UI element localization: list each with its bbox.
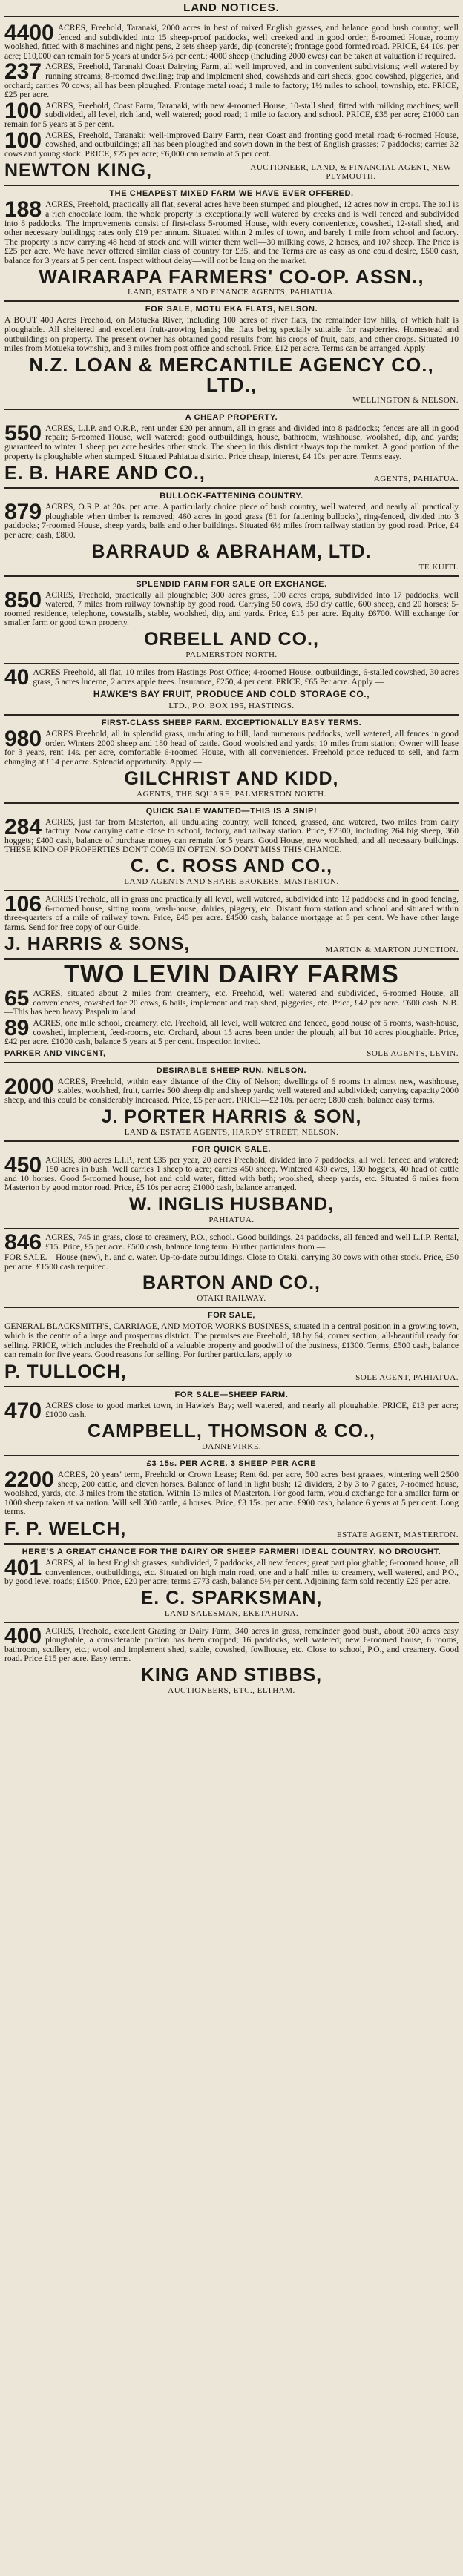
agent-subtitle: LAND & ESTATE AGENTS, HARDY STREET, NELSON. xyxy=(124,1127,339,1137)
listing-acres: 284 xyxy=(4,817,42,839)
ad-heading: FIRST-CLASS SHEEP FARM. EXCEPTIONALLY EASY TERMS. xyxy=(101,719,362,728)
listing xyxy=(4,102,459,130)
agent-subtitle: LAND AGENTS AND SHARE BROKERS, MASTERTON. xyxy=(124,876,339,886)
listing xyxy=(4,316,459,353)
agent-row xyxy=(4,161,459,181)
listing-text: ACRES, Freehold, within easy distance of the City of Nelson; dwellings of 6 rooms in almost new, washhouse, stables, woolshed, fruit, carries 500 sheep dip and sheep yards; well watered and subdivided; carrying capacity 2000 sheep, and this could be considerably increased. Price, £5 per acre. PRICE—£2 10s. per acre; £800 cash, balance easy terms. xyxy=(4,1077,459,1106)
listing-text: ACRES, situated about 2 miles from creamery, etc. Freehold, well watered and subdivided, 6-roomed House, all conveniences, cowshed for 20 cows, 6 bails, implement and trap shed, piggeries, etc. Price, £42 per acre. £600 cash. N.B.—This has been heavy Paspalum land. xyxy=(4,989,459,1017)
listing-acres: 65 xyxy=(4,989,30,1011)
listing xyxy=(4,668,459,687)
agent-name: NEWTON KING, xyxy=(4,160,153,182)
agent-name: N.Z. LOAN & MERCANTILE AGENCY CO., LTD., xyxy=(29,353,434,396)
listing-text: ACRES Freehold, all flat, 10 miles from Hastings Post Office; 4-roomed House, outbuildings, 6-stalled cowshed, 30 acres grass, 5 acres lucerne, 2 acres apple trees. Insurance, £250, 4 per cent. PRICE, £65 Per acre. Apply — xyxy=(33,667,459,687)
ad-heading: THE CHEAPEST MIXED FARM WE HAVE EVER OFFERED. xyxy=(109,189,354,199)
listing xyxy=(4,1156,459,1193)
agent-subtitle: AGENTS, THE SQUARE, PALMERSTON NORTH. xyxy=(137,789,326,799)
ad-king-stibbs xyxy=(4,1623,459,1699)
agent-subtitle: AUCTIONEERS, ETC., ELTHAM. xyxy=(168,1686,295,1696)
listing xyxy=(4,131,459,159)
ad-barraud xyxy=(4,489,459,576)
agent-row xyxy=(4,1519,459,1539)
agent-name: GILCHRIST AND KIDD, xyxy=(124,767,339,789)
listing xyxy=(4,1401,459,1420)
listing-text: ACRES Freehold, all in grass and practically all level, well watered, subdivided into 12 paddocks and in good fencing, 6-roomed house, sitting room, wash-house, dairies, piggery, etc. Distant from station and school and situated within three-quarters of a mile of railway town. Price, £45 per acre. £4500 cash, balance mortgage at 5 per cent. We have other large farms. Send for free copy of our Guide. xyxy=(4,894,459,932)
agent-description: ESTATE AGENT, MASTERTON. xyxy=(336,1530,459,1539)
listing-text: ACRES, L.I.P. and O.R.P., rent under £20 per annum, all in grass and divided into 8 paddocks; fences are all in good repair; 5-roomed House, well watered; good outbuildings, house, bathroom, washhouse, woolshed, dip, and yards; guaranteed to winter 1 sheep per acre besides other stock. The sheep in this district always top the market. A good portion of the property is ploughable when stumped. Situated Pahiatua district. Price cheap, interest, £4 10s. per acre. Terms easy. xyxy=(4,423,459,461)
listing xyxy=(4,1627,459,1664)
ad-heading: HERE'S A GREAT CHANCE FOR THE DAIRY OR SHEEP FARMER! IDEAL COUNTRY. NO DROUGHT. xyxy=(22,1547,441,1556)
agent-name: E. C. SPARKSMAN, xyxy=(140,1587,323,1608)
listing-text: ACRES, all in best English grasses, subdivided, 7 paddocks, all new fences; great part ploughable; 6-roomed house, all conveniences, outbuildings, etc. Situated on high main road, one and a half miles to creamery, well watered, and P.O., by good level roads; £1500. Price, £20 per acre; terms £773 cash, balance 5½ per cent. Adjoining farm sold recently £25 per acre. xyxy=(4,1558,459,1587)
agent-name: BARRAUD & ABRAHAM, LTD. xyxy=(91,541,372,562)
listing-text: ACRES, Freehold, excellent Grazing or Dairy Farm, 340 acres in grass, remainder good bush, about 300 acres easy ploughable, a considerable portion has been cropped; 16 paddocks, well watered; new 6-roomed house, 6 rooms, bathroom, scullery, etc.; wool and implement shed, stable, cowshed, fowlhouse, etc. Close to school, P.O., and creamery. Good road. Price £15 per acre. Easy terms. xyxy=(4,1626,459,1664)
ad-heading: DESIRABLE SHEEP RUN. NELSON. xyxy=(156,1066,307,1075)
listing-acres: 980 xyxy=(4,730,42,752)
column-title: LAND NOTICES. xyxy=(4,1,459,17)
agent-name: J. PORTER HARRIS & SON, xyxy=(101,1106,362,1127)
agent-row xyxy=(4,463,459,483)
listing xyxy=(4,591,459,628)
listing-acres: 401 xyxy=(4,1558,42,1580)
agent-subtitle: WELLINGTON & NELSON. xyxy=(352,395,459,405)
agent-subtitle: LAND SALESMAN, EKETAHUNA. xyxy=(164,1608,299,1618)
listing xyxy=(4,730,459,767)
listing-text: FOR SALE.—House (new), h. and c. water. Up-to-date outbuildings. Close to Otaki, carrying 30 cows with other stock. Price, £50 per acre. £1500 cash required. xyxy=(4,1253,459,1272)
agent-name: BARTON AND CO., xyxy=(142,1272,321,1294)
ad-hawkes-bay xyxy=(4,664,459,716)
ad-barton xyxy=(4,1229,459,1308)
agent-name: P. TULLOCH, xyxy=(4,1361,127,1382)
listing-text: GENERAL BLACKSMITH'S, CARRIAGE, AND MOTOR WORKS BUSINESS, situated in a central position in a growing town, which is the centre of a large and prosperous district. The premises are Freehold, 18 by 64; corner section; all-beautiful ready for selling. PRICE, which includes the Freehold of a valuable property and goodwill of the business, £1300. Terms, £500 cash, balance can remain for five years. Good reasons for selling. For further particulars, apply to — xyxy=(4,1322,459,1360)
listing-text: ACRES, Freehold, Coast Farm, Taranaki, with new 4-roomed House, 10-stall shed, fitted with milking machines; well subdivided, all level, rich land, well watered; good road; 1 mile to factory and school. PRICE, £35 per acre; £1000 can remain for 5 years at 5 per cent. xyxy=(4,101,459,129)
agent-description: SOLE AGENTS, LEVIN. xyxy=(367,1048,459,1058)
listing xyxy=(4,24,459,61)
agent-name: WAIRARAPA FARMERS' CO-OP. ASSN., xyxy=(39,265,424,288)
agent-subtitle: PAHIATUA. xyxy=(208,1215,255,1224)
listing xyxy=(4,1233,459,1252)
listing xyxy=(4,1077,459,1106)
listing-acres: 450 xyxy=(4,1155,42,1178)
agent-name: KING AND STIBBS, xyxy=(140,1665,323,1686)
agent-name: F. P. WELCH, xyxy=(4,1518,127,1539)
listing-text: ACRES, one mile school, creamery, etc. Freehold, all level, well watered and fenced, good house of 5 rooms, wash-house, cowshed, implement, feed-rooms, etc. Orchard, about 15 acres been under the plough, all but 10 acres ploughable. Price, £42 per acre. £1000 cash, balance 5 years at 5 per cent. Inspection invited. xyxy=(4,1019,459,1047)
ad-heading: SPLENDID FARM FOR SALE OR EXCHANGE. xyxy=(136,579,327,589)
ad-heading: FOR SALE, MOTU EKA FLATS, NELSON. xyxy=(145,305,318,314)
ad-heading: FOR SALE, xyxy=(207,1311,256,1321)
ad-newton-king xyxy=(4,20,459,186)
agent-name: J. HARRIS & SONS, xyxy=(4,934,191,955)
listing xyxy=(4,989,459,1017)
agent-subtitle: PALMERSTON NORTH. xyxy=(185,650,278,659)
ad-gilchrist xyxy=(4,716,459,803)
listing-acres: 850 xyxy=(4,590,42,612)
newspaper-page xyxy=(4,0,459,1699)
ad-heading: £3 15s. PER ACRE. 3 SHEEP PER ACRE xyxy=(146,1459,317,1468)
agent-subtitle: LAND, ESTATE AND FINANCE AGENTS, PAHIATUA. xyxy=(127,288,336,297)
ad-hare xyxy=(4,410,459,489)
ad-campbell-thomson xyxy=(4,1387,459,1456)
ad-welch xyxy=(4,1456,459,1545)
agent-row xyxy=(4,934,459,954)
listing-acres: 100 xyxy=(4,101,42,123)
ad-heading: FOR SALE—SHEEP FARM. xyxy=(174,1390,289,1399)
ad-inglis-husband xyxy=(4,1142,459,1229)
agent-description: SOLE AGENT, PAHIATUA. xyxy=(355,1373,459,1382)
listing-acres: 846 xyxy=(4,1233,42,1252)
ad-nz-loan xyxy=(4,302,459,409)
listing-acres: 40 xyxy=(4,667,30,687)
agent-name: ORBELL AND CO., xyxy=(144,628,319,650)
agent-name: CAMPBELL, THOMSON & CO., xyxy=(88,1420,375,1441)
ad-tulloch xyxy=(4,1308,459,1387)
listing-acres: 188 xyxy=(4,200,42,222)
listing-text: ACRES, 300 acres L.I.P., rent £35 per year, 20 acres Freehold, divided into 7 paddocks, all well fenced and watered; 150 acres in bush. Well carries 1 sheep to acre; carries 450 sheep. Wintered 430 ewes, 130 hoggets, 40 head of cattle and 10 horses. Good 5-roomed house, hot and cold water, fitted with bath; woolshed, sheep yards, etc. Situated 6 miles from Masterton by good motor road. Price, £5 10s per acre; £1000 cash, balance arranged. xyxy=(4,1155,459,1193)
ad-heading: FOR QUICK SALE. xyxy=(191,1144,272,1154)
ad-ross xyxy=(4,804,459,891)
listing-acres: 89 xyxy=(4,1019,30,1041)
listing-acres: 106 xyxy=(4,894,42,917)
agent-name: PARKER AND VINCENT, xyxy=(4,1048,106,1058)
agent-name: HAWKE'S BAY FRUIT, PRODUCE AND COLD STORAGE CO., xyxy=(93,689,370,700)
agent-description: AUCTIONEER, LAND, & FINANCIAL AGENT, NEW PLYMOUTH. xyxy=(250,163,452,182)
agent-subtitle: LTD., P.O. BOX 195, HASTINGS. xyxy=(168,701,295,711)
ad-sparksman xyxy=(4,1545,459,1623)
listing-acres: 879 xyxy=(4,503,42,525)
listing-text: ACRES, O.R.P. at 30s. per acre. A particularly choice piece of bush country, well watered, and nearly all practically ploughable when timber is removed; 460 acres in good grass (81 for fattening bullocks), ring-fenced, divided into 3 paddocks; 7-roomed House, sheep yards, bails and other buildings. Situated 6½ miles from railway station by good road. Price, £4 per acre; cash, £800. xyxy=(4,503,459,540)
listing xyxy=(4,424,459,461)
listing-text: ACRES, just far from Masterton, all undulating country, well fenced, grassed, and watered, two miles from dairy factory. Now carrying cattle close to school, factory, and railway station. Price, £2300, including 264 big sheep, 360 hoggets; £400 cash, balance of purchase money can remain for 5 years. Good House, new woolshed, and all necessary buildings. THESE KIND OF PROPERTIES DON'T COME IN OFTEN, SO DON'T MISS THIS CHANCE. xyxy=(4,817,459,855)
listing-text: ACRES close to good market town, in Hawke's Bay; well watered, and nearly all ploughable. PRICE, £13 per acre; £1000 cash. xyxy=(45,1401,459,1420)
listing xyxy=(4,1019,459,1047)
listing xyxy=(4,1559,459,1587)
agent-name: W. INGLIS HUSBAND, xyxy=(128,1194,335,1215)
listing xyxy=(4,1322,459,1359)
agent-name: C. C. ROSS AND CO., xyxy=(130,855,333,876)
listing-text: ACRES, 745 in grass, close to creamery, P.O., school. Good buildings, 24 paddocks, all fenced and well L.I.P. Rental, £15. Price, £5 per acre. £500 cash, balance long term. Further particulars from — xyxy=(45,1233,459,1252)
listing-text: ACRES, Freehold, practically all ploughable; 300 acres grass, 100 acres crops, subdivided into 17 paddocks, well watered, 7 miles from railway township by good road. Carrying 50 cows, 350 dry cattle, 600 sheep, and 20 horses; 5-roomed residence, telephone, cowstalls, stable, woolshed, dip, and yards. Price, £15 per acre. Equity £6700. Will exchange for smaller farm or good town property. xyxy=(4,590,459,628)
listing xyxy=(4,200,459,265)
listing-text: ACRES, Freehold, Taranaki Coast Dairying Farm, all well improved, and in convenient subdivisions; well watered by running streams; 8-roomed dwelling; trap and implement shed, cowsheds and cart sheds, good cowshed, piggeries, and orchard; carries 70 cows; all has been ploughed. Frontage metal road; 1 mile to factory; 1½ miles to school, township, etc. PRICE, £25 per acre. xyxy=(4,62,459,100)
agent-subtitle: OTAKI RAILWAY. xyxy=(197,1294,266,1304)
listing-text: ACRES, 20 years' term, Freehold or Crown Lease; Rent 6d. per acre, 500 acres best grasses, wintering well 2500 sheep, 200 cattle, and eleven horses. Balance of land in light bush; 12 dividers, 2 by 3 to 7 gates, 7-roomed house, woolshed, yards, etc. 3 miles from the station. Within 13 miles of Masterton. For good farm, would exchange for a smaller farm or 1000 sheep taken at valuation. Will sell 300 cattle, 4 horses. Price, £3 15s. per acre. £900 cash, balance 6 years at 5 per cent. Long terms. xyxy=(4,1470,459,1517)
listing-acres: 550 xyxy=(4,423,42,446)
listing-acres: 100 xyxy=(4,131,42,153)
listing xyxy=(4,62,459,99)
ad-heading: QUICK SALE WANTED—THIS IS A SNIP! xyxy=(145,806,318,816)
agent-subtitle: MARTON & MARTON JUNCTION. xyxy=(325,945,459,955)
listing-acres: 2200 xyxy=(4,1470,54,1492)
ad-heading: A CHEAP PROPERTY. xyxy=(185,412,278,422)
agent-subtitle: DANNEVIRKE. xyxy=(201,1441,262,1451)
listing-text: ACRES, Freehold, Taranaki, 2000 acres in best of mixed English grasses, and balance good bush country; well fenced and subdivided into 15 sheep-proof paddocks, well creeked and in good order; 8-roomed House, roomy woolshed, fitted with 8 machines and night pens, 2 sets sheep yards, dip (concrete); frontage good formed road. PRICE, £4 10s. per acre; £10,000 can remain for 5 years at under 5½ per cent.; 4000 sheep (including 2000 ewes) can be taken at valuation if required. xyxy=(4,24,459,61)
listing xyxy=(4,503,459,540)
ad-heading: BULLOCK-FATTENING COUNTRY. xyxy=(160,492,303,501)
listing-text: ACRES, Freehold, practically all flat, several acres have been stumped and ploughed, 12 acres now in crops. The soil is a rich chocolate loam, the whole property is exceptionally well watered by creeks and is well fenced and subdivided into 8 paddocks. The improvements consist of first-class 5-roomed House, with every convenience, cowshed, 12-stall shed, and other necessary buildings; rates only £19 per annum. Situated within 2 miles of town, and barely 1 mile from school and factory. The property is now carrying 48 head of stock and will winter them well—30 milking cows, 2 horses, and 107 sheep. The Price is £25 per acre. We have never offered similar class of country for £35, and the Terms are as easy as one could desire, £500 cash, balance for 3 years at 5 per cent. Inspect without delay—will not be long on the market. xyxy=(4,200,459,265)
listing xyxy=(4,1470,459,1517)
listing-acres: 470 xyxy=(4,1401,42,1420)
ad-wairarapa xyxy=(4,186,459,302)
agent-subtitle: TE KUITI. xyxy=(418,562,459,572)
listing-acres: 2000 xyxy=(4,1077,54,1099)
listing-text: ACRES Freehold, all in splendid grass, undulating to hill, land numerous paddocks, well watered, all fences in good order. Winters 2000 sheep and 180 head of cattle. Good woolshed and yards; 10 miles from station; Owner will lease for 3 years, rent 14s. per acre, comfortable 6-roomed House, with all conveniences. Freehold price reduced to sell, and farm changing at £14 per acre. Splendid opportunity. Apply — xyxy=(4,730,459,767)
ad-porter-harris xyxy=(4,1063,459,1142)
ad-parker xyxy=(4,960,459,1063)
agent-row xyxy=(4,1049,459,1058)
listing xyxy=(4,1253,459,1272)
listing-text: ACRES, Freehold, Taranaki; well-improved Dairy Farm, near Coast and fronting good metal road; 6-roomed House, cowshed, and outbuildings; all has been ploughed and sown down in the best of English grasses; 7 paddocks; carries 32 cows and young stock. PRICE, £25 per acre; £6,000 can remain at 5 per cent. xyxy=(4,131,459,159)
listing-acres: 237 xyxy=(4,62,42,85)
agent-name: E. B. HARE AND CO., xyxy=(4,463,206,484)
listing xyxy=(4,895,459,932)
listing-text: A BOUT 400 Acres Freehold, on Motueka River, including 100 acres of river flats, the remainder low hills, of which half is ploughable. All sheltered and excellent fruit-growing lands; the flats being specially suitable for raspberries. Homestead and outbuildings on property. The present owner has obtained good results from his crops of fruit, oats, and other crops. Situated 10 miles from Motueka township, and 3 miles from post office and school. Price, £12 per acre. Terms can be arranged. Apply — xyxy=(4,316,459,354)
listing-acres: 400 xyxy=(4,1626,42,1648)
ad-harris xyxy=(4,891,459,960)
agent-subtitle: AGENTS, PAHIATUA. xyxy=(373,475,459,484)
ad-orbell xyxy=(4,577,459,664)
agent-row xyxy=(4,1362,459,1382)
ad-heading: TWO LEVIN DAIRY FARMS xyxy=(64,960,399,989)
listing-acres: 4400 xyxy=(4,24,54,45)
listing xyxy=(4,818,459,855)
